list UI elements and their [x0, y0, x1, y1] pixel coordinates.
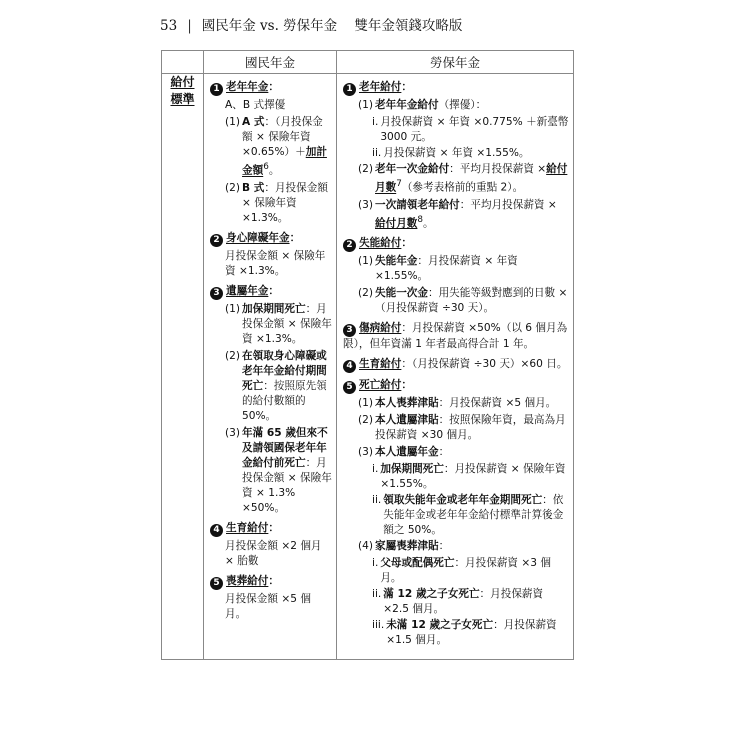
list-item: (2) 老年一次金給付：平均月投保薪資 ×給付月數$^7$（參考表格前的重點 2）。	[358, 163, 568, 194]
list-item: (2) 在領取身心障礙或老年年金給付期間死亡：按照原先領的給付數額的 50%。	[225, 349, 327, 422]
section-title: 失能給付	[359, 237, 402, 250]
comparison-table	[161, 50, 574, 660]
national-disability-section: 2 身心障礙年金： 月投保金額 × 保險年資 ×1.3%。	[210, 231, 332, 279]
national-pension-header: 國民年金	[204, 51, 337, 74]
section-title: 遺屬年金	[226, 284, 269, 297]
section-number-icon: 3	[210, 287, 223, 300]
list-item: (1) A 式：（月投保金額 × 保險年資 ×0.65%）＋加計金額$^6$。	[225, 116, 327, 177]
national-maternity-section: 4 生育給付： 月投保金額 ×2 個月 × 胎數	[210, 521, 332, 569]
chapter-title: 國民年金 vs. 勞保年金	[201, 18, 338, 34]
list-subitem: i. 月投保薪資 × 年資 ×0.775% ＋新臺幣 3000 元。	[372, 116, 569, 143]
section-number-icon: 2	[343, 239, 356, 252]
list-subitem: ii. 領取失能年金或老年年金期間死亡：依失能年金或老年年金給付標準計算後金額之 50%。	[372, 494, 564, 537]
list-item: (3) 本人遺屬年金：	[358, 446, 450, 459]
section-text: ：（月投保薪資 ÷30 天）×60 日。	[401, 358, 568, 371]
section-text: 月投保金額 ×2 個月 × 胎數	[225, 539, 322, 567]
page-number: 53	[160, 18, 178, 34]
section-number-icon: 4	[210, 524, 223, 537]
list-subitem: ii. 月投保薪資 × 年資 ×1.55%。	[372, 147, 530, 159]
labor-pension-header: 勞保年金	[337, 51, 574, 74]
list-subitem: i. 父母或配偶死亡：月投保薪資 ×3 個月。	[372, 557, 551, 585]
labor-disability-section: 2 失能給付： (1) 失能年金：月投保薪資 × 年資 ×1.55%。 (2) 失能一次金：用失能等級對應到的日數 ×（月投保薪資 ÷30 天）。	[343, 236, 569, 316]
section-text: A、B 式擇優	[225, 99, 286, 111]
labor-injury-section	[343, 321, 569, 352]
section-number-icon: 1	[210, 83, 223, 96]
list-item: (2) 失能一次金：用失能等級對應到的日數 ×（月投保薪資 ÷30 天）。	[358, 287, 568, 315]
national-pension-cell	[204, 74, 337, 660]
list-item: (2) B 式：月投保金額 × 保險年資 ×1.3%。	[225, 181, 328, 224]
list-item: (1) 老年年金給付（擇優）：	[358, 99, 487, 111]
section-title: 老年給付	[359, 81, 402, 93]
section-title: 老年年金	[226, 81, 269, 93]
section-title: 傷病給付	[359, 322, 402, 335]
list-item: (2) 本人遺屬津貼：按照保險年資，最高為月投保薪資 ×30 個月。	[358, 414, 566, 442]
list-item: (3) 一次請領老年給付：平均月投保薪資 × 給付月數$^8$。	[358, 198, 557, 230]
section-number-icon: 1	[343, 83, 356, 96]
list-subitem: i. 加保期間死亡：月投保薪資 × 保險年資 ×1.55%。	[372, 463, 566, 491]
section-number-icon: 2	[210, 234, 223, 247]
header-separator: |	[187, 18, 192, 34]
section-title: 身心障礙年金	[226, 231, 290, 244]
section-text: ：月投保薪資 ×50%（以 6 個月為限），但年資滿 1 年者最高得合計 1 年。	[343, 322, 568, 351]
list-item: (4) 家屬喪葬津貼：	[358, 540, 450, 553]
list-item: (3) 年滿 65 歲但來不及請領國保老年年金給付前死亡：月投保金額 × 保險年資 × 1.3% ×50%。	[225, 426, 332, 514]
section-number-icon: 5	[343, 381, 356, 394]
row-label: 給付 標準	[170, 75, 195, 106]
labor-maternity-section	[343, 357, 569, 373]
table-body-row	[162, 74, 574, 660]
list-item: (1) 本人喪葬津貼：月投保薪資 ×5 個月。	[358, 397, 557, 410]
labor-death-section: 5 死亡給付： (1) 本人喪葬津貼：月投保薪資 ×5 個月。 (2) 本人遺屬津貼：按照保險年資，最高為月投保薪資 ×30 個月。 (3) 本人遺屬年金： i. 加保期間死亡：月投保薪資 × 保險年資 ×1.55%。 ii. 領取失能年金或老年年金期間死亡：依失能年金或老年年金給付標準計算後金額之 50%。 (4) 家屬喪葬津貼： i. 父母或配偶死亡：月投保薪資 ×3 個月。 ii. 滿 12 歲之子女死亡：月投保薪資 ×2.5 個月。 iii. 未滿 12 歲之子女死亡：月投保薪資 ×1.5 個月。	[343, 378, 569, 648]
list-item: (1) 失能年金：月投保薪資 × 年資 ×1.55%。	[358, 255, 518, 283]
section-number-icon: 5	[210, 577, 223, 590]
row-label-cell	[162, 74, 204, 660]
labor-pension-cell	[337, 74, 574, 660]
section-number-icon: 3	[343, 324, 356, 337]
section-title: 生育給付	[226, 521, 269, 534]
book-title: 雙年金領錢攻略版	[354, 18, 463, 34]
empty-header-cell	[162, 51, 204, 74]
section-text: 月投保金額 ×5 個月。	[225, 592, 311, 620]
page-header	[160, 14, 462, 34]
labor-old-age-section: 1 老年給付： (1) 老年年金給付（擇優）： i. 月投保薪資 × 年資 ×0.775% ＋新臺幣 3000 元。 ii. 月投保薪資 × 年資 ×1.55%。 (2) 老年一次金給付：平均月投保薪資 ×給付月數$^7$（參考表格前的重點 2）。 (3) 一次請領老年給付：平均月投保薪資 × 給付月數$^8$。	[343, 80, 569, 231]
section-title: 生育給付	[359, 358, 402, 371]
section-title: 喪葬給付	[226, 574, 269, 587]
national-survivor-section: 3 遺屬年金： (1) 加保期間死亡：月投保金額 × 保險年資 ×1.3%。 (2) 在領取身心障礙或老年年金給付期間死亡：按照原先領的給付數額的 50%。 (3) 年滿 65 歲但來不及請領國保老年年金給付前死亡：月投保金額 × 保險年資 × 1.3% ×50%。	[210, 284, 332, 516]
national-funeral-section: 5 喪葬給付： 月投保金額 ×5 個月。	[210, 574, 332, 622]
section-text: 月投保金額 × 保險年資 ×1.3%。	[225, 249, 326, 277]
section-title: 死亡給付	[359, 379, 402, 392]
table-header-row	[162, 51, 574, 74]
list-item: (1) 加保期間死亡：月投保金額 × 保險年資 ×1.3%。	[225, 302, 332, 345]
list-subitem: ii. 滿 12 歲之子女死亡：月投保薪資 ×2.5 個月。	[372, 588, 544, 616]
list-subitem: iii. 未滿 12 歲之子女死亡：月投保薪資 ×1.5 個月。	[372, 619, 557, 647]
national-old-age-section: 1 老年年金： A、B 式擇優 (1) A 式：（月投保金額 × 保險年資 ×0.65%）＋加計金額$^6$。 (2) B 式：月投保金額 × 保險年資 ×1.3%。	[210, 80, 332, 226]
section-number-icon: 4	[343, 360, 356, 373]
